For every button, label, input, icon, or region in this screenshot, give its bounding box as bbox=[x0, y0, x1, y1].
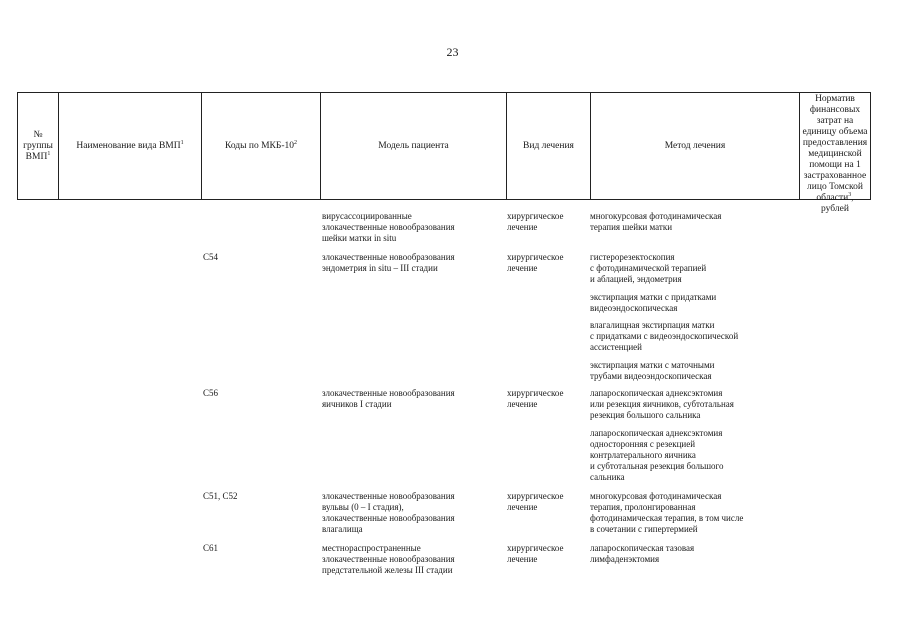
treatment-method-cell: экстирпация матки с придатками видеоэндоскопическая bbox=[590, 292, 717, 313]
footnote-ref: 1 bbox=[47, 150, 51, 157]
patient-model-cell: злокачественные новообразования яичников I стадии bbox=[322, 388, 455, 409]
treatment-method-cell: гистерорезектоскопия с фотодинамической терапией и аблацией, эндометрия bbox=[590, 252, 707, 284]
treatment-method-cell: многокурсовая фотодинамическая терапия шейки матки bbox=[590, 211, 722, 232]
header-group-number-label: № группы ВМП bbox=[23, 129, 53, 162]
icd-code-cell: C61 bbox=[203, 543, 219, 553]
patient-model-cell: злокачественные новообразования вульвы (0 – I стадия), злокачественные новообразования влагалища bbox=[322, 491, 455, 534]
treatment-type-cell: хирургическое лечение bbox=[507, 211, 564, 232]
patient-model-cell: местнораспространенные злокачественные новообразования предстательной железы III стадии bbox=[322, 543, 455, 575]
header-patient-model-label: Модель пациента bbox=[378, 140, 449, 151]
treatment-type-cell: хирургическое лечение bbox=[507, 252, 564, 273]
header-icd-codes-label: Коды по МКБ-10 bbox=[224, 140, 295, 151]
treatment-method-cell: экстирпация матки с маточными трубами видеоэндоскопическая bbox=[590, 360, 715, 381]
header-financial-norm-unit: , рублей bbox=[821, 193, 854, 214]
treatment-method-cell: влагалищная экстирпация матки с придатками с видеоэндоскопической ассистенцией bbox=[590, 320, 739, 352]
treatment-type-cell: хирургическое лечение bbox=[507, 388, 564, 409]
treatment-type-cell: хирургическое лечение bbox=[507, 543, 564, 564]
icd-code-cell: C54 bbox=[203, 252, 219, 262]
treatment-type-cell: хирургическое лечение bbox=[507, 491, 564, 512]
treatment-method-cell: лапароскопическая аднексэктомия односторонняя с резекцией контрлатерального яичника и субтотальная резекция большого сальника bbox=[590, 428, 724, 482]
icd-code-cell: C51, C52 bbox=[203, 491, 238, 501]
patient-model-cell: вирусассоциированные злокачественные новообразования шейки матки in situ bbox=[322, 211, 455, 243]
header-treatment-type-label: Вид лечения bbox=[523, 140, 574, 151]
footnote-ref: 2 bbox=[294, 139, 298, 146]
header-vmp-name-label: Наименование вида ВМП bbox=[76, 140, 181, 151]
page-number: 23 bbox=[446, 45, 459, 59]
treatment-method-cell: многокурсовая фотодинамическая терапия, пролонгированная фотодинамическая терапия, в том числе в сочетании с гипертермией bbox=[590, 491, 744, 534]
icd-code-cell: C56 bbox=[203, 388, 219, 398]
header-financial-norm-label: Норматив финансовых затрат на единицу объема предоставления медицинской помощи на 1 застрахованное лицо Томской области bbox=[802, 94, 868, 203]
patient-model-cell: злокачественные новообразования эндометрия in situ – III стадии bbox=[322, 252, 455, 273]
header-treatment-method-label: Метод лечения bbox=[664, 140, 726, 151]
footnote-ref: 3 bbox=[848, 191, 852, 198]
treatment-method-cell: лапароскопическая тазовая лимфаденэктомия bbox=[590, 543, 695, 564]
footnote-ref: 1 bbox=[180, 139, 184, 146]
treatment-method-cell: лапароскопическая аднексэктомия или резекция яичников, субтотальная резекция большого сальника bbox=[590, 388, 734, 420]
